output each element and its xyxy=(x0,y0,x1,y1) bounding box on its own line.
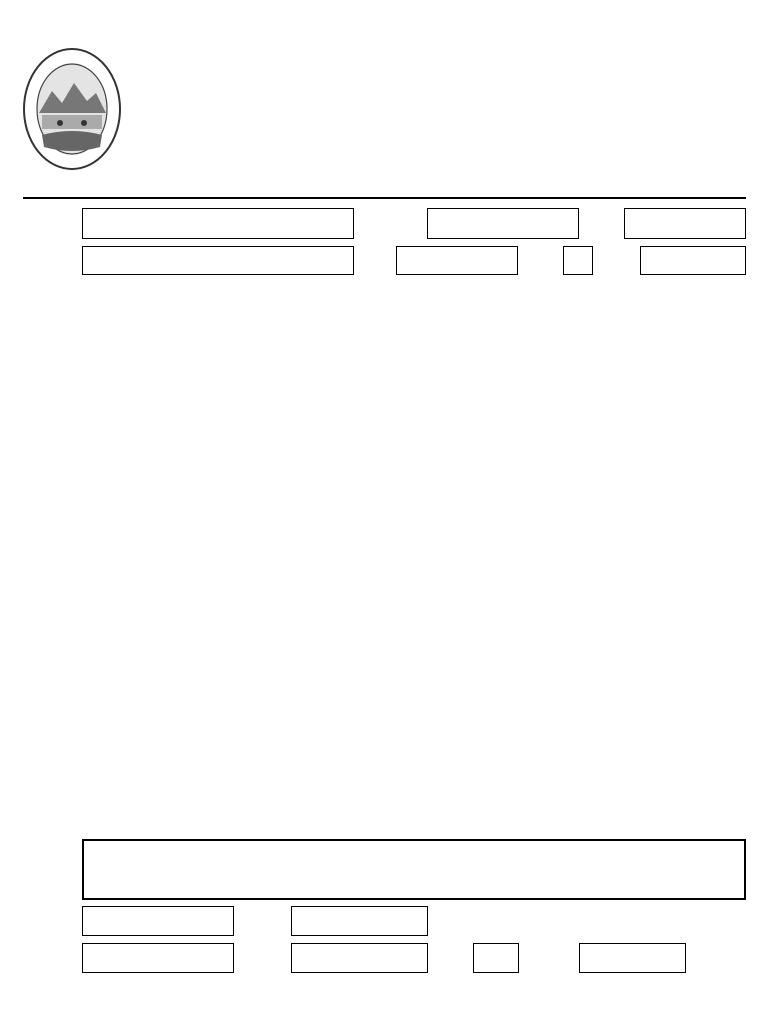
comments-field[interactable] xyxy=(82,839,746,900)
received-date-field[interactable] xyxy=(291,943,428,973)
received-by-field[interactable] xyxy=(82,943,234,973)
recd-temp-taken-by-field[interactable] xyxy=(579,943,686,973)
recd-temp-field[interactable] xyxy=(473,943,519,973)
released-date-field[interactable] xyxy=(291,906,428,936)
released-by-field[interactable] xyxy=(82,906,234,936)
